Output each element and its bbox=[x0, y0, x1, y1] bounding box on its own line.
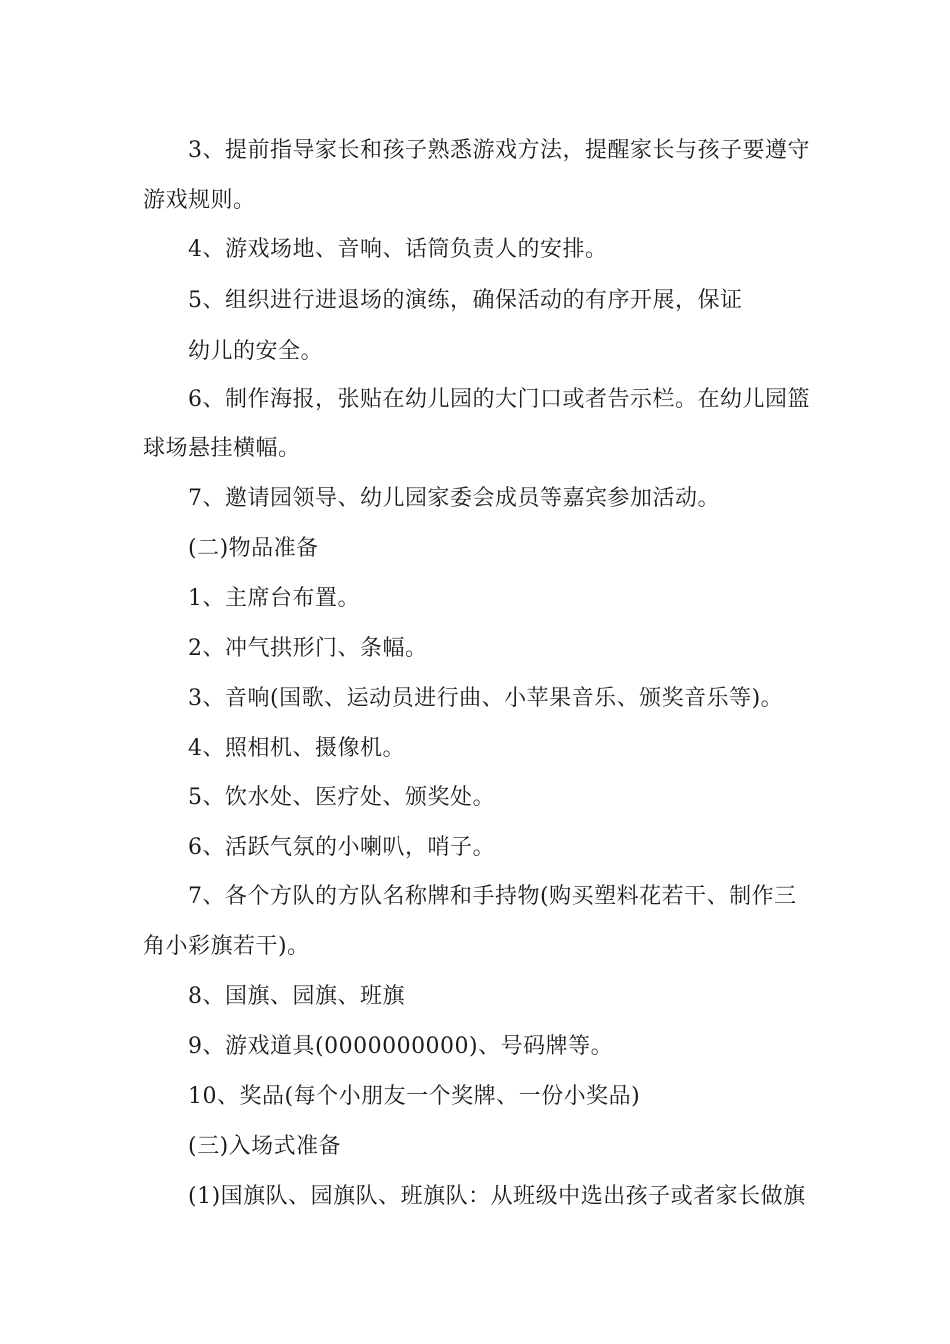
list-item: 3、音响(国歌、运动员进行曲、小苹果音乐、颁奖音乐等)。 bbox=[188, 686, 784, 711]
list-item: 角小彩旗若干)。 bbox=[143, 934, 310, 959]
paragraph-line: 5、组织进行进退场的演练，确保活动的有序开展，保证 bbox=[188, 288, 743, 313]
list-item: 6、活跃气氛的小喇叭，哨子。 bbox=[188, 835, 495, 860]
list-item: 5、饮水处、医疗处、颁奖处。 bbox=[188, 785, 495, 810]
list-item: 1、主席台布置。 bbox=[188, 586, 360, 611]
list-item: 10、奖品(每个小朋友一个奖牌、一份小奖品) bbox=[188, 1084, 641, 1109]
list-item: 7、各个方队的方队名称牌和手持物(购买塑料花若干、制作三 bbox=[188, 884, 797, 909]
section-heading: (三)入场式准备 bbox=[188, 1134, 342, 1159]
paragraph-line: 4、游戏场地、音响、话筒负责人的安排。 bbox=[188, 237, 608, 262]
paragraph-line: 幼儿的安全。 bbox=[188, 339, 324, 364]
paragraph-line: 游戏规则。 bbox=[143, 188, 256, 213]
paragraph-line: 7、邀请园领导、幼儿园家委会成员等嘉宾参加活动。 bbox=[188, 486, 720, 511]
list-item: 2、冲气拱形门、条幅。 bbox=[188, 636, 428, 661]
list-item: 8、国旗、园旗、班旗 bbox=[188, 984, 405, 1009]
paragraph-line: (1)国旗队、园旗队、班旗队：从班级中选出孩子或者家长做旗 bbox=[188, 1184, 806, 1209]
section-heading: (二)物品准备 bbox=[188, 536, 319, 561]
list-item: 4、照相机、摄像机。 bbox=[188, 736, 405, 761]
paragraph-line: 球场悬挂横幅。 bbox=[143, 436, 301, 461]
paragraph-line: 3、提前指导家长和孩子熟悉游戏方法，提醒家长与孩子要遵守 bbox=[188, 138, 810, 163]
paragraph-line: 6、制作海报，张贴在幼儿园的大门口或者告示栏。在幼儿园篮 bbox=[188, 387, 810, 412]
list-item: 9、游戏道具(0000000000)、号码牌等。 bbox=[188, 1034, 614, 1059]
